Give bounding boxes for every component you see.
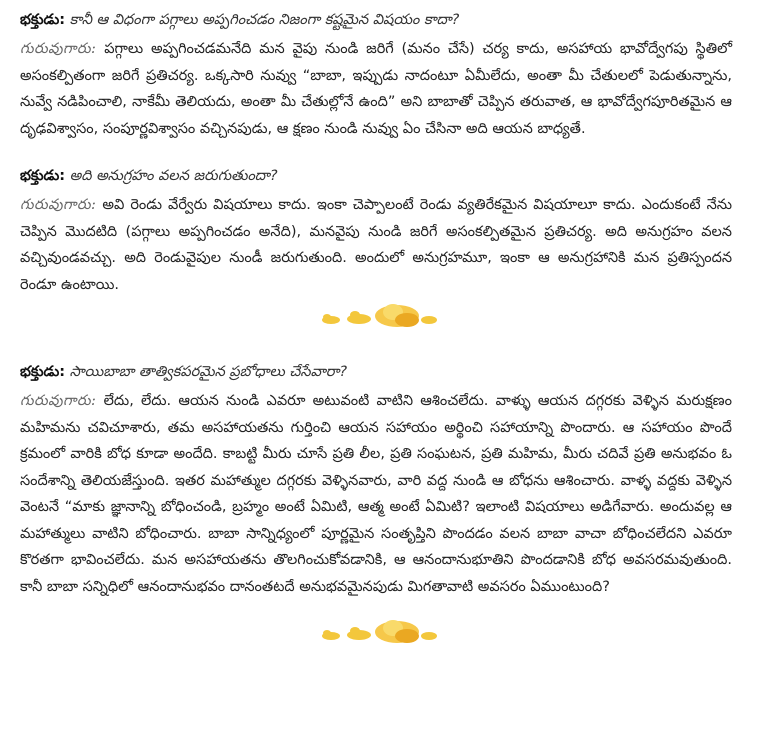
flower-divider-bottom [20,614,732,648]
qa-section-2 [20,164,732,298]
devotee-label: భక్తుడు: [20,364,66,380]
golden-flower-divider-icon [311,298,441,332]
question-3 [20,360,732,384]
answer-text: అవి రెండు వేర్వేరు విషయాలు కాదు. ఇంకా చెప్పాలంటే రెండు వ్యతిరేకమైన విషయాలూ కాదు. ఎందుకంటే నేను చెప్పిన మొదటిది (పగ్గాలు అప్పగించడం అనేది), మనవైపు నుండి జరిగే అసంకల్పితమైన ప్రతిచర్య. అది అనుగ్రహం వలన వచ్చివుండవచ్చు. అది రెండువైపుల నుండీ జరుగుతుంది. అందులో అనుగ్రహమూ, ఇంకా ఆ అనుగ్రహానికి మన ప్రతిస్పందన రెండూ ఉంటాయి. [20,197,732,293]
question-text: అది అనుగ్రహం వలన జరుగుతుందా? [69,168,278,184]
guru-label: గురువుగారు: [20,41,97,57]
flower-divider [20,298,732,332]
devotee-label: భక్తుడు: [20,168,66,184]
golden-flower-divider-icon [311,614,441,648]
answer-3 [20,388,732,600]
guru-label: గురువుగారు: [20,393,97,409]
question-text: కానీ ఆ విధంగా పగ్గాలు అప్పగించడం నిజంగా కష్టమైన విషయం కాదా? [69,12,460,28]
guru-label: గురువుగారు: [20,197,97,213]
devotee-label: భక్తుడు: [20,12,66,28]
answer-text: లేదు, లేదు. ఆయన నుండి ఎవరూ అటువంటి వాటిని ఆశించలేదు. వాళ్ళు ఆయన దగ్గరకు వెళ్ళిన మరుక్షణం మహిమను చవిచూశారు, తమ అసహాయతను గుర్తించి ఆయన సహాయం అర్థించి సహాయాన్ని పొందారు. ఆ సహాయం పొందే క్రమంలో వారికి బోధ కూడా అందేది. కాబట్టి మీరు చూసే ప్రతి లీల, ప్రతి సంఘటన, ప్రతి మహిమ, మీరు చదివే ప్రతి అనుభవం ఓ సందేశాన్ని తెలియజేస్తుంది. ఇతర మహాత్ముల దగ్గరకు వెళ్ళినవారు, వారి వద్ద నుండి ఆ బోధను ఆశించారు. వాళ్ళ వద్దకు వెళ్ళిన వెంటనే “మాకు జ్ఞానాన్ని బోధించండి, బ్రహ్మం అంటే ఏమిటి, ఆత్మ అంటే ఏమిటి? ఇలాంటి విషయాలు అడిగేవారు. అందువల్ల ఆ మహాత్ములు వాటిని బోధించారు. బాబా సాన్నిధ్యంలో పూర్ణమైన సంతృప్తిని పొందడం వలన బాబా వాచా బోధించలేదని ఎవరూ కొరతగా భావించలేదు. మన అసహాయతను తొలగించుకోవడానికి, ఆ ఆనందానుభూతిని పొందడానికి బోధ అవసరమవుతుంది. కానీ బాబా సన్నిధిలో ఆనందానుభవం దానంతటదే అనుభవమైనపుడు మిగతావాటి అవసరం ఏముంటుంది? [20,393,733,595]
question-2 [20,164,732,188]
article [20,8,732,648]
qa-section-1 [20,8,732,142]
answer-2 [20,192,732,298]
qa-section-3 [20,360,732,600]
answer-text: పగ్గాలు అప్పగించడమనేది మన వైపు నుండి జరిగే (మనం చేసే) చర్య కాదు, అసహాయ భావోద్వేగపు స్థితిలో అసంకల్పితంగా జరిగే ప్రతిచర్య. ఒక్కసారి నువ్వు “బాబా, ఇప్పుడు నాదంటూ ఏమీలేదు, అంతా మీ చేతులలో పెడుతున్నాను, నువ్వే నడిపించాలి, నాకేమీ తెలియదు, అంతా మీ చేతుల్లోనే ఉంది” అని బాబాతో చెప్పిన తరువాత, ఆ భావోద్వేగపూరితమైన ఆ దృఢవిశ్వాసం, సంపూర్ణవిశ్వాసం వచ్చినపుడు, ఆ క్షణం నుండి నువ్వు ఏం చేసినా అది ఆయన బాధ్యతే. [20,41,733,137]
question-text: సాయిబాబా తాత్వికపరమైన ప్రబోధాలు చేసేవారా? [69,364,348,380]
question-1 [20,8,732,32]
answer-1 [20,36,732,142]
